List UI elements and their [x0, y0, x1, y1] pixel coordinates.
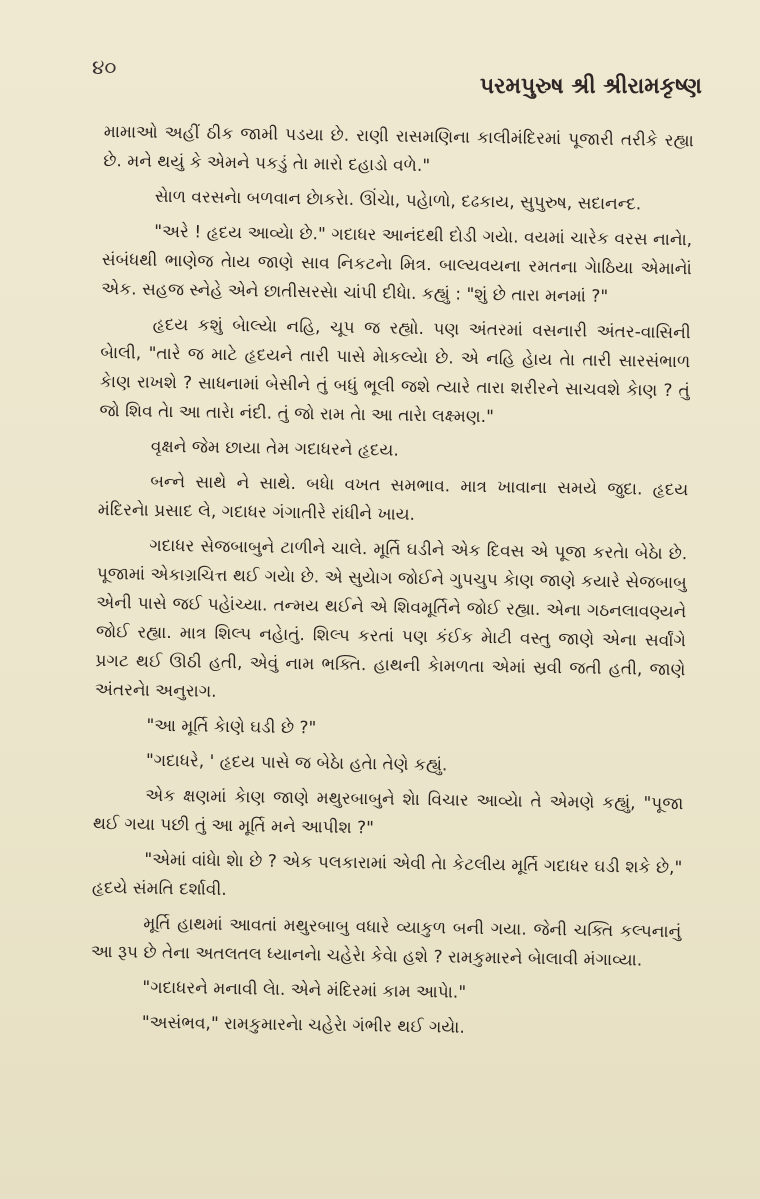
paragraph: "ગદાધરને મનાવી લેા. એને મંદિરમાં કામ આપેા." — [142, 977, 467, 1003]
paragraph: "ગદાધરે, ' હૃદય પાસે જ બેઠેા હતેા તેણે કહ્યું. — [145, 750, 448, 776]
paragraph: બન્ને સાથે ને સાથે. બધેા વખત સમભાવ. માત્ર ખાવાના સમયે જુદા. હૃદય મંદિરનેા પ્રસાદ લે, ગદાધર ગંગાતીરે રાંધીને ખાય. — [97, 471, 689, 525]
paragraph: ગદાધર સેજબાબુને ટાળીને ચાલે. મૂર્તિ ઘડીને એક દિવસ એ પૂજા કરતેા બેઠેા છે. પૂજામાં એકાગ્રચિત્ત થઈ ગયેા છે. એ સુયેાગ જોઈને ગુપચુપ કેાણ જાણે કયારે સેજબાબુ એની પાસે જઈ પહેાંચ્યા. તન્મય થઈને એ શિવમૂર્તિને જોઈ રહ્યા. એના ગઠનલાવણ્યને જોઈ રહ્યા. માત્ર શિલ્પ નહેાતું. શિલ્પ કરતાં પણ કંઈક મેાટી વસ્તુ જાણે એના સર્વાંગે પ્રગટ થઈ ઊઠી હતી, એવું નામ ભક્તિ. હાથની કેામળતા એમાં સ્રવી જતી હતી, જાણે અંતરનેા અનુરાગ. — [94, 535, 688, 702]
paragraph: મૂર્તિ હાથમાં આવતાં મથુરબાબુ વધારે વ્યાકુળ બની ગયા. જેની ચક્તિ કલ્પનાનું આ રૂપ છે તેના અતલતલ ધ્યાનનેા ચહેરેા કેવેા હશે ? રામકુમારને બેાલાવી મંગાવ્યા. — [90, 913, 682, 971]
paragraph: સેાળ વરસનેા બળવાન છેાકરેા. ઊંચેા, પહેાળો, દઢકાય, સુપુરુષ, સદાનન્દ. — [154, 186, 642, 215]
paragraph: વૃક્ષને જેમ છાયા તેમ ગદાધરને હૃદય. — [150, 436, 399, 461]
paragraph: હૃદય કશું બેાલ્યેા નહિ, ચૂપ જ રહ્યો. પણ અંતરમાં વસનારી અંતર-વાસિની બેાલી, "તારે જ માટે હૃદયને તારી પાસે મેાકલ્યેા છે. એ નહિ હેાય તેા તારી સારસંભાળ કેાણ રાખશે ? સાધનામાં બેસીને તું બધું ભૂલી જશે ત્યારે તારા શરીરને સાચવશે કેાણ ? તું જો શિવ તેા આ તારેા નંદી. તું જો રામ તેા આ તારેા લક્ષ્મણ." — [99, 314, 691, 428]
page-number: ૪૦ — [92, 55, 117, 79]
paragraph: એક ક્ષણમાં કેાણ જાણે મથુરબાબુને શેા વિચાર આવ્યેા તે એમણે કહ્યું, "પૂજા થઈ ગયા પછી તું આ મૂર્તિ મને આપીશ ?" — [92, 785, 684, 839]
paragraph: "અરે ! હૃદય આવ્યેા છે." ગદાધર આનંદથી દોડી ગયેા. વયમાં ચારેક વરસ નાનેા, સંબંધથી ભાણેજ તેાય જાણે સાવ નિકટનેા મિત્ર. બાલ્યવયના રમતના ગેાઠિયા એમાનેાં એક. સહજ સ્નેહે એને છાતીસરસેા ચાંપી દીધેા. કહ્યું : "શું છે તારા મનમાં ?" — [101, 221, 693, 307]
body-text — [89, 118, 693, 1052]
running-head: પરમપુરુષ શ્રી શ્રીરામકૃષ્ણ — [479, 74, 702, 99]
paragraph: "એમાં વાંધેા શેા છે ? એક પલકારામાં એવી તેા કેટલીય મૂર્તિ ગદાધર ઘડી શકે છે," હૃદયે સંમતિ દર્શાવી. — [91, 849, 683, 901]
paragraph: "અસંભવ," રામકુમારનેા ચહેરેા ગંભીર થઈ ગયેા. — [141, 1012, 465, 1038]
paragraph: મામાઓ અહીં ઠીક જામી પડયા છે. રાણી રાસમણિના કાલીમંદિરમાં પૂજારી તરીકે રહ્યા છે. મને થયું કે એમને પકડું તેા મારો દહાડો વળે." — [103, 121, 694, 177]
paragraph: "આ મૂર્તિ કેાણે ઘડી છે ?" — [146, 715, 317, 739]
